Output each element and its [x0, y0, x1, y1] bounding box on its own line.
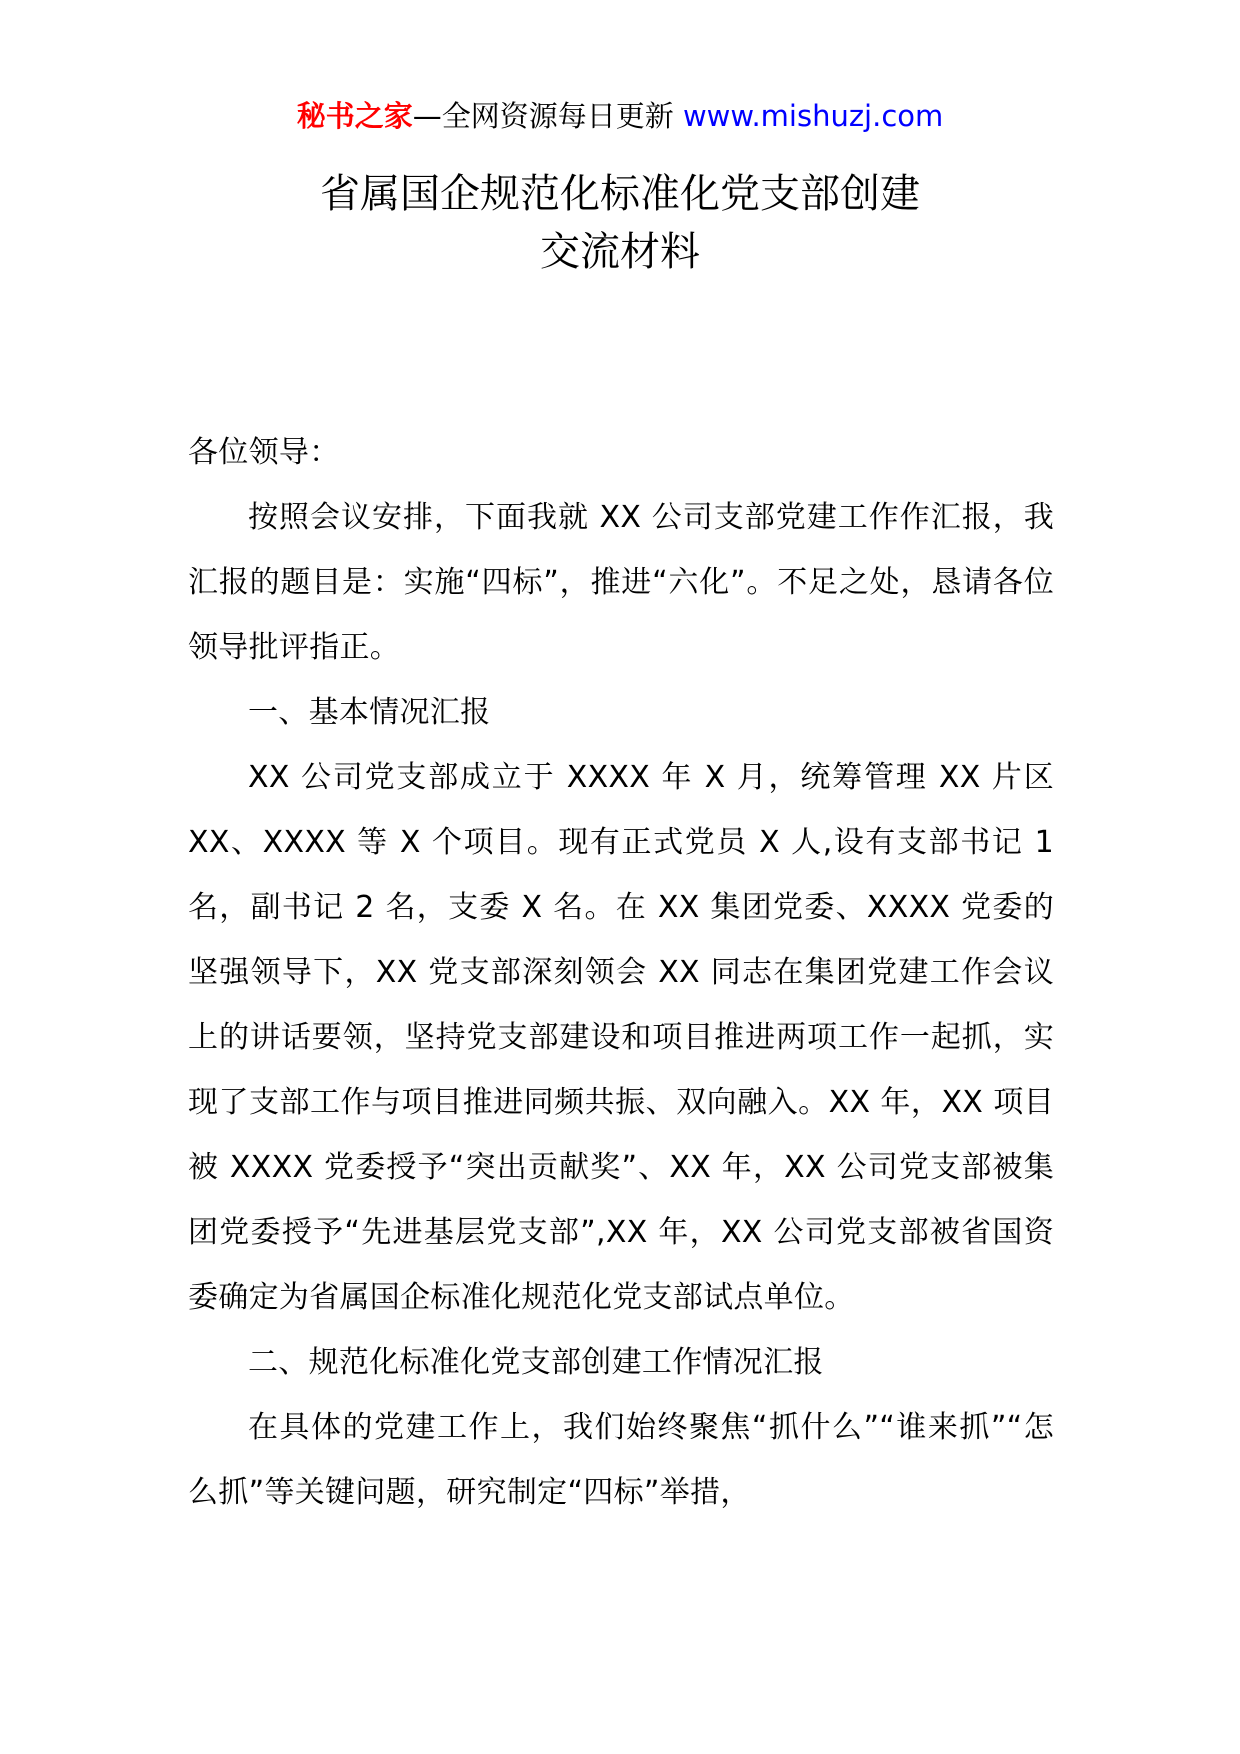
site-url-link[interactable]: www.mishuzj.com [682, 99, 944, 133]
title-line-2: 交流材料 [540, 229, 700, 275]
brand-name: 秘书之家 [296, 99, 413, 133]
paragraph-intro: 按照会议安排，下面我就 XX 公司支部党建工作作汇报，我汇报的题目是：实施“四标”，推进“六化”。不足之处，恳请各位领导批评指正。 [188, 500, 1054, 665]
slogan: —全网资源每日更新 [412, 99, 674, 133]
section-heading-2: 二、规范化标准化党支部创建工作情况汇报 [248, 1345, 824, 1380]
paragraph-work-report: 在具体的党建工作上，我们始终聚焦“抓什么”“谁来抓”“怎么抓”等关键问题，研究制定“四标”举措， [188, 1410, 1054, 1510]
paragraph-basic-info: XX 公司党支部成立于 XXXX 年 X 月，统筹管理 XX 片区 XX、XXXX 等 X 个项目。现有正式党员 X 人,设有支部书记 1 名，副书记 2 名，支委 X 名。在 XX 集团党委、XXXX 党委的坚强领导下，XX 党支部深刻领会 XX 同志在集团党建工作会议上的讲话要领，坚持党支部建设和项目推进两项工作一起抓，实现了支部工作与项目推进同频共振、双向融入。XX 年，XX 项目被 XXXX 党委授予“突出贡献奖”、XX 年，XX 公司党支部被集团党委授予“先进基层党支部”,XX 年，XX 公司党支部被省国资委确定为省属国企标准化规范化党支部试点单位。 [188, 760, 1054, 1315]
salutation: 各位领导： [188, 435, 340, 470]
section-heading-1: 一、基本情况汇报 [248, 695, 491, 730]
document-title [0, 165, 1240, 281]
site-header [0, 96, 1240, 136]
title-line-1: 省属国企规范化标准化党支部创建 [320, 171, 920, 217]
document-body [188, 420, 1054, 1525]
